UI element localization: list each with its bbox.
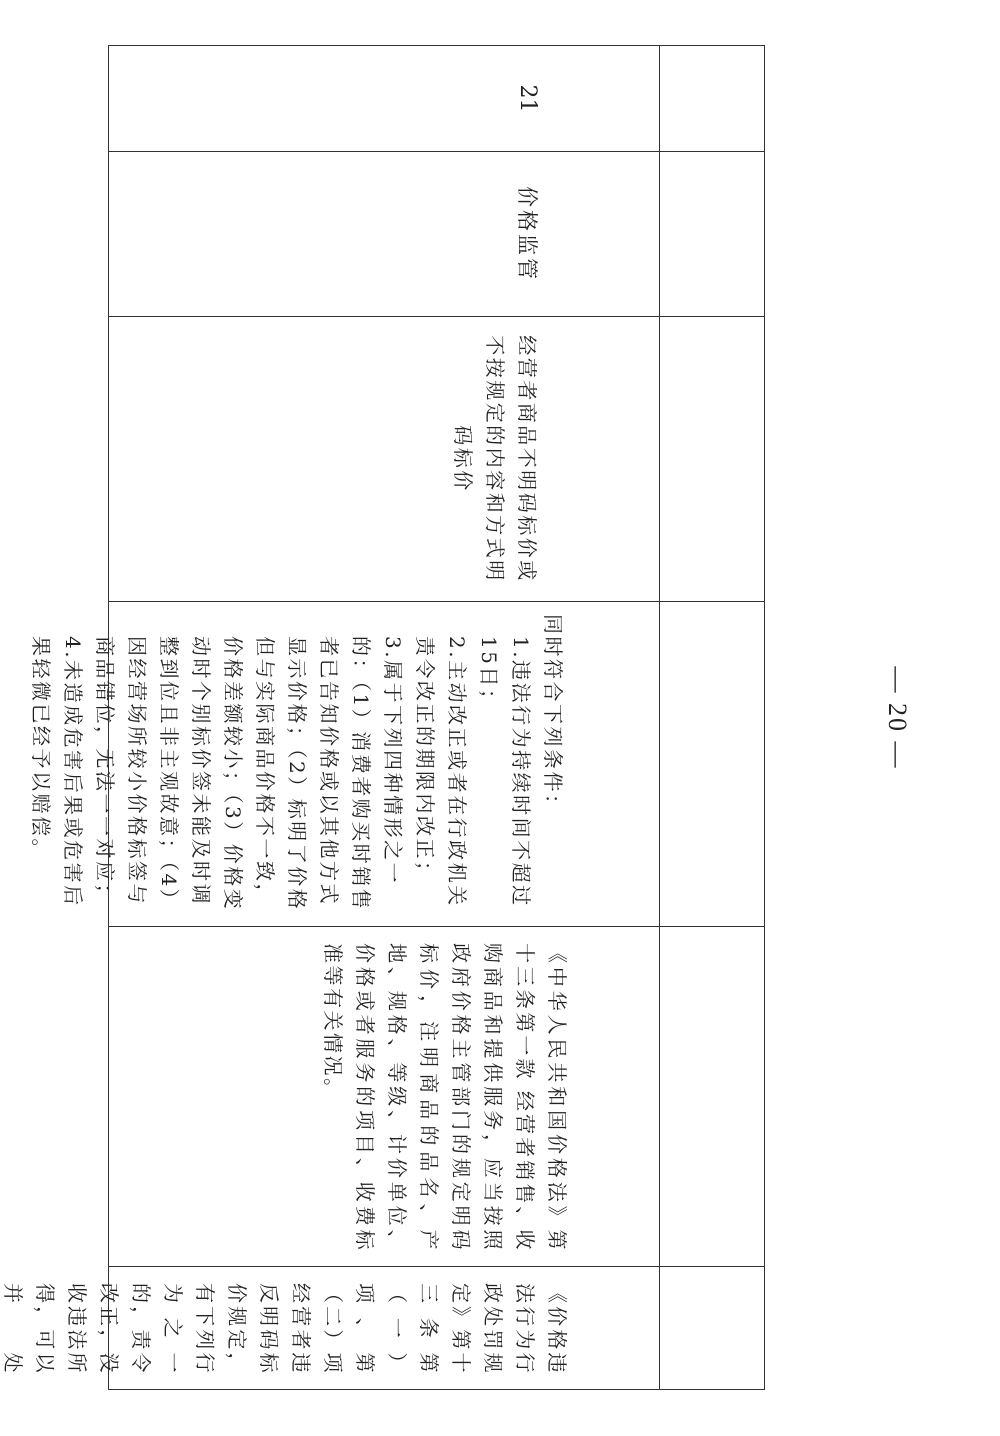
violation-item-cell: 经营者商品不明码标价或不按规定的内容和方式明码标价 (108, 316, 659, 601)
exemption-conditions-cell (29, 601, 659, 926)
condition-3: 3.属于下列四种情形之一的：（1）消费者购买时销售者已告知价格或以其他方式显示价格；（2）标明了价格但与实际商品价格不一致，价格差额较小；（3）价格变动时个别标价签未能及时调整到位且非主观故意；（4）因经营场所较小价格标签与商品错位，无法一一对应； (93, 636, 405, 912)
standards-table (1, 45, 765, 1390)
header-cell-penalty-basis (660, 1266, 764, 1389)
header-cell-conditions (660, 601, 764, 926)
penalty-basis-cell: 《价格违法行为行政处罚规定》第十三条第（一）项、第（二）项 经营者违反明码标价规定，有下列行为之一的，责令改正，没收违法所得，可以并处 (108, 1266, 659, 1389)
category-cell: 价格监管 (108, 151, 659, 316)
header-cell-number (660, 46, 764, 151)
table-row (1, 46, 660, 1389)
condition-2: 2.主动改正或者在行政机关责令改正的期限内改正； (413, 636, 469, 908)
condition-1: 1.违法行为持续时间不超过15日； (477, 636, 533, 908)
header-cell-category (660, 151, 764, 316)
legal-basis-cell: 《中华人民共和国价格法》第十三条第一款 经营者销售、收购商品和提供服务，应当按照政府价格主管部门的规定明码标价，注明商品的品名、产地、规格、等级、计价单位、价格或者服务的项目、收费标准等有关情况。 (108, 926, 659, 1266)
table-header-row (660, 46, 764, 1389)
header-cell-item (660, 316, 764, 601)
header-cell-law-basis (660, 926, 764, 1266)
page-number: — 20 — (883, 666, 912, 770)
condition-4: 4.未造成危害后果或危害后果轻微已经予以赔偿。 (29, 636, 85, 908)
row-number-cell: 21 (515, 84, 540, 113)
conditions-intro: 同时符合下列条件： (541, 614, 565, 817)
